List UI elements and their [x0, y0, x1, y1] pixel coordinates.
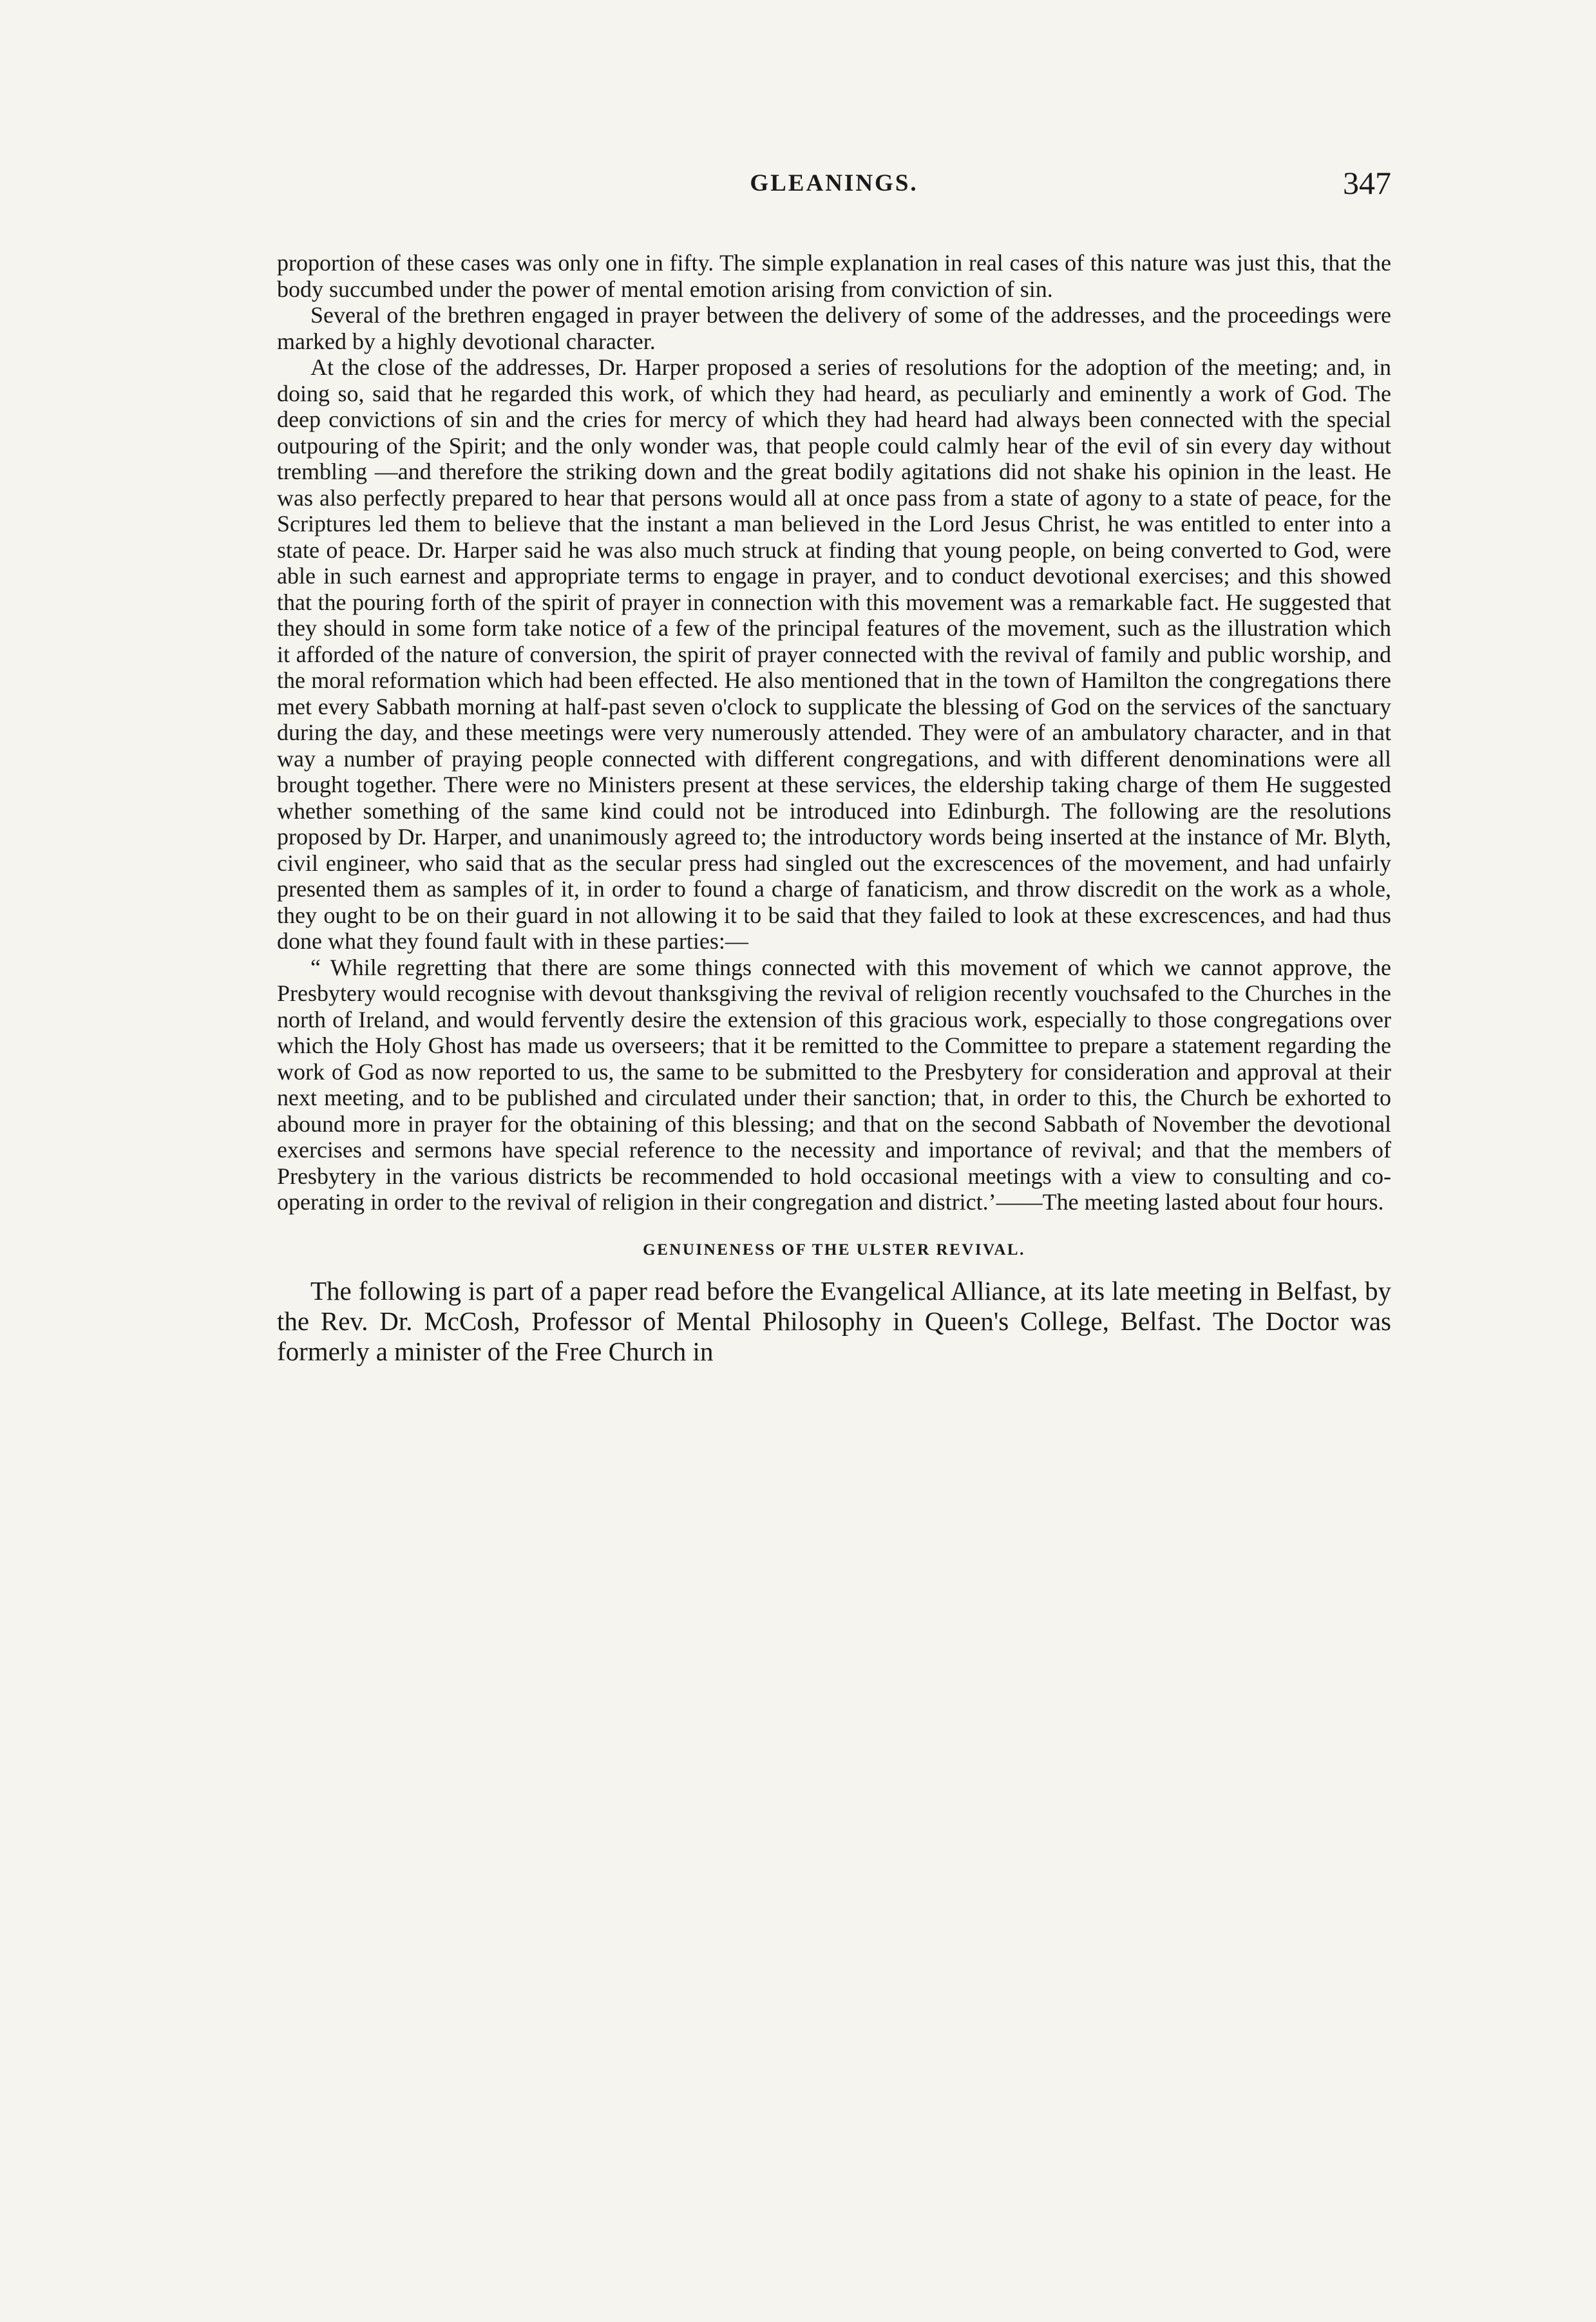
running-title: GLEANINGS. — [750, 170, 918, 196]
paragraph-dr-harper: At the close of the addresses, Dr. Harper proposed a series of resolutions for the adoption of the meeting; and, in doing so, said that he regarded this work, of which they had heard, as peculiarly and eminently a work of God. The deep convictions of sin and the cries for mercy of which they had heard had always been connected with the special outpouring of the Spirit; and the only wonder was, that people could calmly hear of the evil of sin every day without trembling —and therefore the striking down and the great bodily agitations did not shake his opinion in the least. He was also perfectly prepared to hear that persons would all at once pass from a state of agony to a state of peace, for the Scriptures led them to believe that the instant a man believed in the Lord Jesus Christ, he was entitled to enter into a state of peace. Dr. Harper said he was also much struck at finding that young people, on being converted to God, were able in such earnest and appropriate terms to engage in prayer, and to conduct devotional exercises; and this showed that the pouring forth of the spirit of prayer in connection with this movement was a remarkable fact. He suggested that they should in some form take notice of a few of the principal features of the movement, such as the illustration which it afforded of the nature of conversion, the spirit of prayer connected with the revival of family and public worship, and the moral reformation which had been effected. He also mentioned that in the town of Hamilton the congregations there met every Sabbath morning at half-past seven o'clock to supplicate the blessing of God on the services of the sanctuary during the day, and these meetings were very numerously attended. They were of an ambulatory character, and in that way a number of praying people connected with different congregations, and with different denominations were all brought together. There were no Ministers present at these services, the eldership taking charge of them He suggested whether something of the same kind could not be introduced into Edinburgh. The following are the resolutions proposed by Dr. Harper, and unanimously agreed to; the introductory words being inserted at the instance of Mr. Blyth, civil engineer, who said that as the secular press had singled out the excrescences of the movement, and had unfairly presented them as samples of it, in order to found a charge of fanaticism, and throw discredit on the work as a whole, they ought to be on their guard in not allowing it to be said that they failed to look at these excrescences, and had thus done what they found fault with in these parties:— — [277, 354, 1391, 954]
running-head — [277, 164, 1391, 209]
body-text — [277, 250, 1391, 1367]
page-number: 347 — [1343, 165, 1391, 201]
paragraph-prayer: Several of the brethren engaged in prayer between the delivery of some of the addresses, and the proceedings were marked by a highly devotional character. — [277, 302, 1391, 354]
section-heading: GENUINENESS OF THE ULSTER REVIVAL. — [643, 1241, 1025, 1259]
paragraph-continuation: proportion of these cases was only one in fifty. The simple explanation in real cases of this nature was just this, that the body succumbed under the power of mental emotion arising from conviction of sin. — [277, 250, 1391, 302]
document-page — [277, 0, 1391, 2322]
paragraph-mccosh: The following is part of a paper read before the Evangelical Alliance, at its late meeting in Belfast, by the Rev. Dr. McCosh, Professor of Mental Philosophy in Queen's College, Belfast. The Doctor was formerly a minister of the Free Church in — [277, 1276, 1391, 1366]
paragraph-resolution: “ While regretting that there are some things connected with this movement of which we cannot approve, the Presbytery would recognise with devout thanksgiving the revival of religion recently vouchsafed to the Churches in the north of Ireland, and would fervently desire the extension of this gracious work, especially to those congregations over which the Holy Ghost has made us overseers; that it be remitted to the Committee to prepare a statement regarding the work of God as now reported to us, the same to be submitted to the Presbytery for consideration and approval at their next meeting, and to be published and circulated under their sanction; that, in order to this, the Church be exhorted to abound more in prayer for the obtaining of this blessing; and that on the second Sabbath of November the devotional exercises and sermons have special reference to the necessity and importance of revival; and that the members of Presbytery in the various districts be recommended to hold occasional meetings with a view to consulting and co-operating in order to the revival of religion in their congregation and district.’——The meeting lasted about four hours. — [277, 954, 1391, 1215]
